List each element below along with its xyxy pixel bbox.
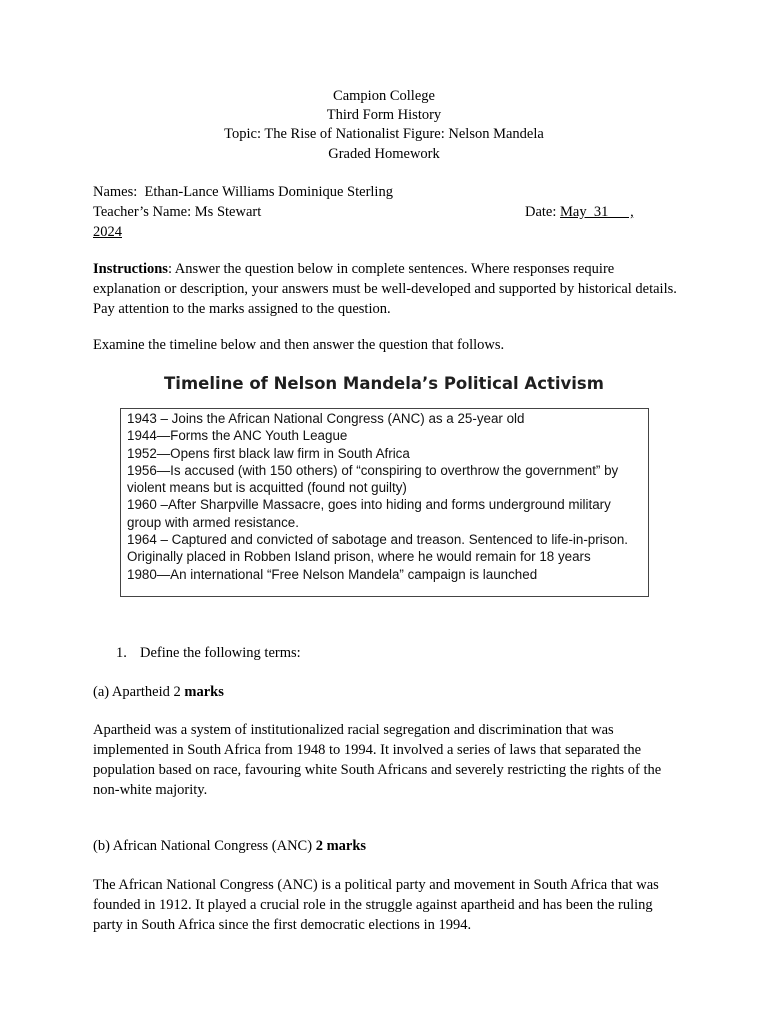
names-line <box>93 183 393 203</box>
timeline-prompt: Examine the timeline below and then answer the question that follows. <box>93 337 505 353</box>
timeline-entry: 1943 – Joins the African National Congress (ANC) as a 25-year old <box>127 411 525 426</box>
topic-title: Topic: The Rise of Nationalist Figure: Nelson Mandela <box>224 126 544 142</box>
part-b-marks: 2 marks <box>315 838 367 854</box>
names-value: Ethan-Lance Williams Dominique Sterling <box>144 184 393 200</box>
timeline-entry: 1964 – Captured and convicted of sabotage and treason. Sentenced to life-in-prison. Originally placed in Robben Island prison, where he would remain for 18 years <box>127 532 628 565</box>
timeline-entry: 1952—Opens first black law firm in South Africa <box>127 445 410 461</box>
timeline-entry: 1956—Is accused (with 150 others) of “conspiring to overthrow the government” by violent means but is acquitted (found not guilty) <box>127 462 619 496</box>
part-b-label: (b) African National Congress (ANC) <box>93 838 316 854</box>
date-value: May 31 , <box>560 204 634 220</box>
timeline-entry: 1980—An international “Free Nelson Mandela” campaign is launched <box>127 566 538 582</box>
question-text: Define the following terms: <box>140 645 301 661</box>
form-title: Third Form History <box>326 107 442 123</box>
part-b-heading <box>93 837 366 857</box>
date-year: 2024 <box>93 224 122 240</box>
part-b-answer: The African National Congress (ANC) is a political party and movement in South Africa that was founded in 1912. It played a crucial role in the struggle against apartheid and has been the ruling party in South Africa since the first democratic elections in 1994. <box>93 877 659 933</box>
instructions-text: : Answer the question below in complete sentences. Where responses require explanation or description, your answers must be well-developed and supported by historical details. Pay attention to the marks assigned to the question. <box>93 261 677 317</box>
date-label: Date: <box>525 204 557 220</box>
part-a-answer: Apartheid was a system of institutionalized racial segregation and discrimination that was implemented in South Africa from 1948 to 1994. It involved a series of laws that separated the population based on race, favouring white South Africans and severely restricting the rights of the non-white majority. <box>93 722 662 798</box>
instructions-paragraph <box>93 259 683 319</box>
timeline-box <box>120 408 649 597</box>
names-label: Names: <box>93 184 138 200</box>
teacher-value: Ms Stewart <box>194 204 262 220</box>
homework-type: Graded Homework <box>328 146 440 162</box>
timeline-entry: 1960 –After Sharpville Massacre, goes into hiding and forms underground military group with armed resistance. <box>127 497 611 530</box>
part-a-marks: marks <box>184 684 224 700</box>
teacher-label: Teacher’s Name: <box>93 204 192 220</box>
question-number: 1. <box>116 645 127 661</box>
school-name: Campion College <box>333 88 435 104</box>
part-a-label: (a) Apartheid 2 <box>93 684 185 700</box>
timeline-entry: 1944—Forms the ANC Youth League <box>127 428 348 444</box>
instructions-label: Instructions <box>93 261 168 277</box>
teacher-line <box>93 203 261 223</box>
part-a-heading <box>93 683 224 703</box>
timeline-title: Timeline of Nelson Mandela’s Political Activism <box>164 374 604 393</box>
date-line <box>525 203 634 223</box>
